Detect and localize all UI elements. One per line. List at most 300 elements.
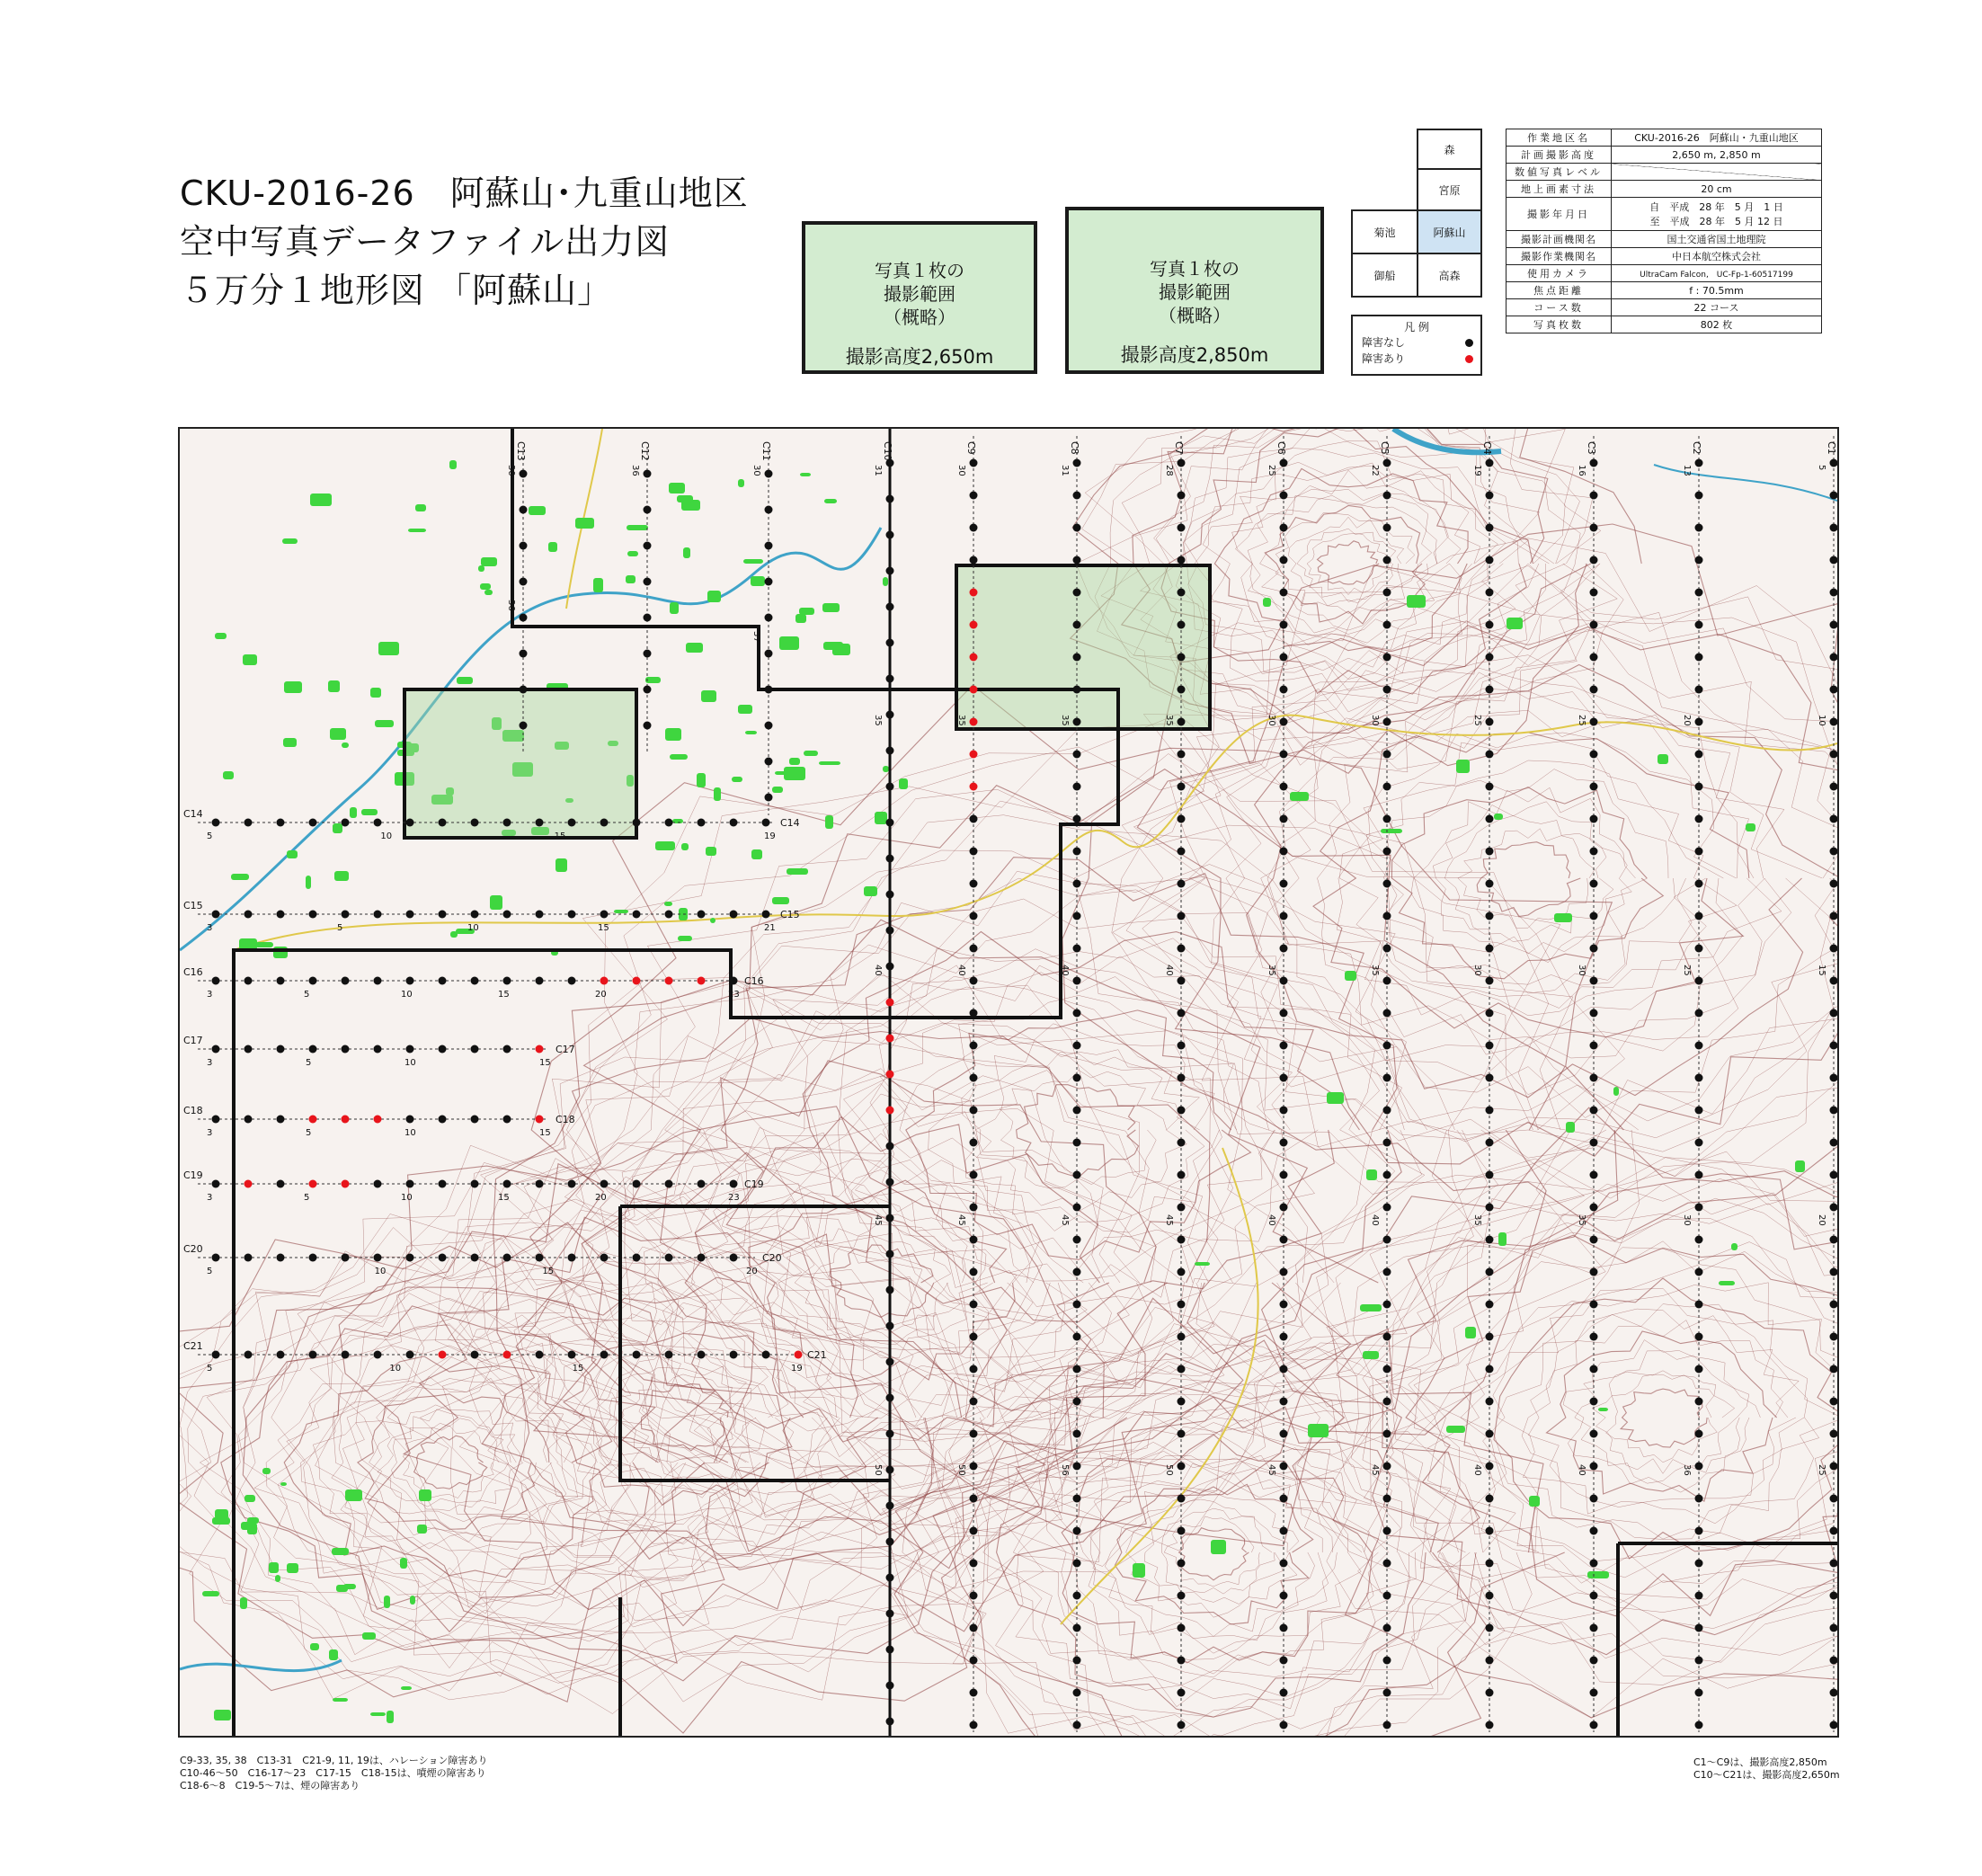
photo-point: [536, 977, 544, 985]
photo-point: [1280, 1657, 1288, 1665]
photo-point: [1695, 1268, 1703, 1276]
photo-point: [1383, 1365, 1391, 1374]
photo-point: [471, 1116, 479, 1124]
photo-point: [886, 1107, 894, 1115]
photo-point: [1178, 1430, 1186, 1438]
vegetation-patch: [1795, 1160, 1805, 1172]
photo-point: [1073, 1333, 1081, 1341]
photo-point: [1178, 1398, 1186, 1406]
photo-number-label: 15: [498, 990, 510, 1000]
photo-point: [1695, 459, 1703, 467]
photo-point: [886, 603, 894, 611]
vegetation-patch: [738, 479, 744, 487]
photo-point: [503, 1351, 511, 1359]
photo-point: [1383, 556, 1391, 565]
photo-point: [1073, 1689, 1081, 1697]
photo-point: [1486, 1527, 1494, 1535]
extent-box-2650: [802, 221, 1037, 374]
info-value: 国土交通省国土地理院: [1612, 231, 1822, 248]
photo-point: [1590, 848, 1598, 856]
photo-point: [1383, 653, 1391, 662]
vegetation-patch: [1529, 1496, 1540, 1507]
altitude-notes: [1693, 1756, 1840, 1782]
vegetation-patch: [669, 483, 685, 493]
photo-point: [1073, 1527, 1081, 1535]
photo-point: [471, 911, 479, 919]
photo-point: [1695, 945, 1703, 953]
photo-point: [503, 1116, 511, 1124]
photo-point: [503, 1180, 511, 1188]
photo-point: [1695, 1560, 1703, 1568]
photo-point: [309, 819, 317, 827]
photo-point: [471, 977, 479, 985]
vegetation-patch: [593, 578, 603, 592]
photo-point: [1590, 1074, 1598, 1082]
photo-number-label: 10: [404, 1128, 416, 1138]
photo-point: [212, 977, 220, 985]
photo-number-label: 35: [956, 715, 966, 726]
photo-point: [277, 977, 285, 985]
vegetation-patch: [478, 565, 484, 572]
photo-point: [795, 1351, 803, 1359]
photo-point: [1178, 492, 1186, 500]
photo-number-label: 56: [1060, 1464, 1070, 1476]
photo-point: [698, 819, 706, 827]
photo-point: [309, 977, 317, 985]
photo-point: [1280, 815, 1288, 823]
vegetation-patch: [670, 754, 688, 760]
photo-point: [1280, 751, 1288, 759]
photo-point: [1280, 1495, 1288, 1503]
photo-point: [1073, 556, 1081, 565]
photo-point: [1695, 1301, 1703, 1309]
photo-point: [309, 1351, 317, 1359]
photo-point: [1178, 1592, 1186, 1600]
photo-point: [1486, 524, 1494, 532]
vegetation-patch: [670, 602, 679, 614]
photo-point: [1486, 1204, 1494, 1212]
extent-rect-2850: [956, 565, 1210, 729]
photo-point: [886, 1682, 894, 1690]
photo-number-label: 36: [1682, 1464, 1692, 1476]
photo-point: [1178, 1301, 1186, 1309]
photo-point: [1073, 653, 1081, 662]
photo-point: [406, 911, 414, 919]
photo-point: [1695, 1721, 1703, 1729]
vegetation-patch: [697, 773, 706, 787]
photo-point: [406, 1351, 414, 1359]
map-canvas: [180, 429, 1837, 1736]
photo-point: [1178, 1657, 1186, 1665]
black-dot-icon: [1465, 339, 1473, 347]
course-label: C21: [807, 1349, 827, 1361]
photo-number-label: 22: [1370, 465, 1380, 476]
photo-point: [1178, 1139, 1186, 1147]
photo-point: [1383, 912, 1391, 920]
photo-number-label: 31: [873, 465, 883, 476]
photo-point: [503, 911, 511, 919]
photo-point: [600, 1180, 609, 1188]
vegetation-patch: [883, 577, 888, 586]
photo-point: [1280, 912, 1288, 920]
photo-number-label: 30: [1267, 715, 1276, 726]
photo-point: [1280, 1042, 1288, 1050]
photo-point: [730, 1254, 738, 1262]
photo-number-label: 40: [1267, 1214, 1276, 1226]
table-row: [1506, 147, 1822, 164]
table-row: [1506, 164, 1822, 181]
vegetation-patch: [1554, 913, 1572, 922]
info-key: 撮影年月日: [1506, 198, 1612, 231]
photo-point: [1486, 1171, 1494, 1179]
info-key: 写真枚数: [1506, 316, 1612, 333]
photo-point: [970, 1560, 978, 1568]
photo-point: [1486, 1657, 1494, 1665]
vegetation-patch: [795, 614, 806, 623]
photo-point: [1486, 621, 1494, 629]
course-label: C16: [744, 975, 764, 987]
title-line-2: 空中写真データファイル出力図: [180, 222, 671, 262]
info-key: 使用カメラ: [1506, 265, 1612, 282]
photo-point: [1280, 621, 1288, 629]
photo-point: [1073, 1074, 1081, 1082]
photo-point: [244, 819, 253, 827]
course-label: C13: [515, 441, 527, 461]
title-line-3: ５万分１地形図 「阿蘇山」: [180, 271, 613, 310]
photo-number-label: 25: [1472, 715, 1482, 726]
vegetation-patch: [1366, 1169, 1377, 1180]
vegetation-patch: [330, 728, 346, 740]
vegetation-patch: [342, 742, 349, 748]
vegetation-patch: [247, 1517, 259, 1524]
photo-point: [970, 1204, 978, 1212]
photo-point: [1280, 1107, 1288, 1115]
vegetation-patch: [275, 1575, 280, 1582]
photo-point: [342, 911, 350, 919]
photo-point: [1695, 718, 1703, 726]
photo-point: [342, 1351, 350, 1359]
photo-point: [765, 542, 773, 550]
photo-point: [970, 1268, 978, 1276]
vegetation-patch: [370, 688, 381, 698]
photo-point: [1486, 977, 1494, 985]
info-value: 802 枚: [1612, 316, 1822, 333]
photo-point: [1590, 653, 1598, 662]
vegetation-patch: [789, 758, 800, 765]
photo-point: [886, 531, 894, 539]
photo-point: [970, 556, 978, 565]
photo-number-label: 21: [764, 923, 776, 933]
photo-point: [886, 1394, 894, 1402]
photo-point: [698, 977, 706, 985]
vegetation-patch: [1498, 1232, 1506, 1246]
photo-number-label: 3: [207, 1058, 213, 1068]
photo-point: [1486, 945, 1494, 953]
photo-point: [1178, 815, 1186, 823]
photo-number-label: 20: [1817, 1214, 1826, 1226]
photo-point: [886, 927, 894, 935]
photo-number-label: 16: [1577, 465, 1586, 476]
vegetation-patch: [1587, 1571, 1609, 1578]
map-title: [180, 169, 749, 315]
photo-point: [1486, 1074, 1494, 1082]
photo-number-label: 30: [506, 465, 516, 476]
photo-point: [342, 1116, 350, 1124]
course-label: C21: [183, 1340, 203, 1352]
vegetation-patch: [779, 636, 799, 650]
photo-point: [1178, 751, 1186, 759]
photo-point: [730, 819, 738, 827]
photo-point: [970, 1009, 978, 1018]
legend-item: [1353, 351, 1480, 367]
photo-point: [886, 639, 894, 647]
photo-number-label: 19: [1472, 465, 1482, 476]
photo-point: [1383, 848, 1391, 856]
vegetation-patch: [799, 608, 814, 615]
photo-point: [1486, 848, 1494, 856]
photo-point: [1486, 912, 1494, 920]
photo-point: [970, 1721, 978, 1729]
photo-point: [1590, 751, 1598, 759]
extent-rect-2650: [404, 689, 636, 838]
photo-point: [212, 1116, 220, 1124]
photo-point: [277, 1045, 285, 1054]
vegetation-patch: [1363, 1351, 1379, 1359]
photo-point: [1383, 524, 1391, 532]
course-label: C1: [1826, 441, 1837, 455]
photo-point: [1073, 1204, 1081, 1212]
course-label: C14: [183, 808, 203, 820]
photo-number-label: 10: [380, 831, 393, 841]
course-label: C17: [555, 1044, 575, 1055]
course-label: C18: [555, 1114, 575, 1125]
photo-number-label: 37: [751, 631, 761, 643]
photo-point: [633, 1180, 641, 1188]
photo-point: [762, 819, 770, 827]
photo-point: [1695, 1171, 1703, 1179]
photo-point: [1178, 718, 1186, 726]
photo-point: [886, 1466, 894, 1474]
photo-point: [536, 1180, 544, 1188]
photo-point: [1695, 1495, 1703, 1503]
vegetation-patch: [626, 575, 635, 583]
vegetation-patch: [457, 677, 473, 684]
photo-number-label: 40: [1164, 965, 1174, 976]
photo-point: [1695, 1042, 1703, 1050]
photo-point: [1383, 621, 1391, 629]
info-value: [1612, 198, 1822, 231]
photo-number-label: 45: [1164, 1214, 1174, 1226]
extent-line-3: （概略）: [884, 307, 955, 328]
photo-point: [244, 1180, 253, 1188]
index-cell: 宮原: [1417, 168, 1482, 211]
photo-point: [212, 911, 220, 919]
photo-number-label: 50: [873, 1464, 883, 1476]
photo-point: [970, 1624, 978, 1632]
course-label: C6: [1275, 441, 1287, 455]
photo-point: [568, 1254, 576, 1262]
photo-point: [503, 819, 511, 827]
photo-point: [1383, 1042, 1391, 1050]
photo-point: [644, 650, 652, 658]
photo-point: [1280, 1009, 1288, 1018]
photo-number-label: 3: [207, 1128, 213, 1138]
photo-point: [1073, 1463, 1081, 1471]
vegetation-patch: [490, 895, 502, 910]
photo-point: [244, 1351, 253, 1359]
vegetation-patch: [401, 1686, 412, 1690]
photo-point: [633, 819, 641, 827]
title-line-1: CKU-2016-26 阿蘇山･九重山地区: [180, 173, 749, 213]
vegetation-patch: [683, 547, 690, 558]
photo-point: [503, 1254, 511, 1262]
photo-point: [1695, 912, 1703, 920]
photo-point: [1178, 1560, 1186, 1568]
vegetation-patch: [645, 677, 661, 683]
photo-point: [886, 675, 894, 683]
extent-altitude: 撮影高度2,850m: [1120, 344, 1269, 366]
photo-point: [1073, 1236, 1081, 1244]
photo-point: [1486, 1236, 1494, 1244]
vegetation-patch: [681, 843, 689, 850]
vegetation-patch: [384, 1596, 390, 1608]
photo-point: [1590, 1430, 1598, 1438]
photo-point: [765, 650, 773, 658]
photo-point: [374, 1180, 382, 1188]
vegetation-patch: [387, 1711, 394, 1723]
extent-altitude: 撮影高度2,650m: [845, 346, 994, 368]
photo-number-label: 5: [337, 923, 343, 933]
photo-point: [342, 1045, 350, 1054]
vegetation-patch: [614, 910, 628, 913]
photo-point: [471, 1254, 479, 1262]
photo-point: [212, 1254, 220, 1262]
photo-point: [1280, 589, 1288, 597]
photo-point: [503, 977, 511, 985]
photo-point: [1280, 1430, 1288, 1438]
photo-point: [1486, 1009, 1494, 1018]
photo-point: [439, 1351, 447, 1359]
photo-point: [1695, 1689, 1703, 1697]
photo-point: [212, 1351, 220, 1359]
index-cell-current: 阿蘇山: [1417, 209, 1482, 254]
vegetation-patch: [484, 590, 493, 595]
photo-point: [1486, 589, 1494, 597]
vegetation-patch: [333, 1698, 348, 1702]
photo-point: [1695, 492, 1703, 500]
photo-point: [765, 722, 773, 730]
photo-point: [1383, 589, 1391, 597]
photo-point: [1590, 977, 1598, 985]
photo-point: [1280, 686, 1288, 694]
photo-point: [406, 977, 414, 985]
photo-point: [406, 1045, 414, 1054]
photo-point: [886, 567, 894, 575]
photo-point: [309, 1116, 317, 1124]
photo-number-label: 10: [401, 990, 413, 1000]
photo-number-label: 20: [595, 1193, 607, 1203]
photo-point: [1590, 1463, 1598, 1471]
photo-point: [886, 1538, 894, 1546]
photo-point: [762, 1351, 770, 1359]
extent-line-2: 撮影範囲: [884, 283, 955, 305]
photo-point: [536, 1351, 544, 1359]
photo-point: [1280, 783, 1288, 791]
photo-point: [1178, 653, 1186, 662]
vegetation-patch: [627, 551, 638, 556]
info-key: コース数: [1506, 299, 1612, 316]
photo-point: [1590, 589, 1598, 597]
photo-point: [1486, 1333, 1494, 1341]
photo-point: [1590, 686, 1598, 694]
photo-point: [665, 1180, 673, 1188]
photo-number-label: 3: [207, 1193, 213, 1203]
vegetation-patch: [678, 936, 692, 941]
photo-point: [244, 1254, 253, 1262]
vegetation-patch: [283, 738, 297, 747]
photo-number-label: 45: [1267, 1464, 1276, 1476]
index-cell: 菊池: [1351, 209, 1418, 254]
photo-number-label: 15: [1817, 965, 1826, 976]
course-label: C16: [183, 966, 203, 978]
photo-point: [1590, 492, 1598, 500]
photo-point: [1486, 718, 1494, 726]
info-value: f : 70.5mm: [1612, 282, 1822, 299]
photo-point: [520, 506, 528, 514]
table-row: [1506, 181, 1822, 198]
index-cell: 高森: [1417, 253, 1482, 298]
photo-point: [471, 1045, 479, 1054]
photo-point: [1383, 1689, 1391, 1697]
photo-point: [439, 1180, 447, 1188]
course-label: C15: [183, 900, 203, 911]
vegetation-patch: [1658, 754, 1668, 764]
vegetation-patch: [1263, 598, 1271, 607]
legend-item: [1353, 334, 1480, 351]
photo-point: [1486, 653, 1494, 662]
photo-point: [970, 945, 978, 953]
photo-point: [1383, 783, 1391, 791]
photo-number-label: 35: [1164, 715, 1174, 726]
photo-point: [698, 1351, 706, 1359]
photo-point: [1486, 1463, 1494, 1471]
red-dot-icon: [1465, 355, 1473, 363]
photo-point: [970, 783, 978, 791]
photo-point: [1178, 1204, 1186, 1212]
photo-point: [1280, 1463, 1288, 1471]
date-to: 至 平成 28 年 5 月 12 日: [1649, 216, 1783, 227]
vegetation-patch: [269, 1562, 279, 1573]
extent-line-2: 撮影範囲: [1159, 281, 1231, 303]
vegetation-patch: [378, 642, 399, 655]
photo-point: [1383, 1236, 1391, 1244]
photo-point: [970, 459, 978, 467]
photo-point: [1486, 815, 1494, 823]
vegetation-patch: [701, 690, 716, 702]
photo-point: [886, 495, 894, 503]
photo-point: [1073, 751, 1081, 759]
photo-point: [1486, 1689, 1494, 1697]
vegetation-patch: [1613, 1087, 1619, 1096]
extent-line-1: 写真１枚の: [875, 260, 964, 281]
photo-point: [244, 1116, 253, 1124]
photo-point: [1280, 1721, 1288, 1729]
vegetation-patch: [1308, 1424, 1329, 1437]
vegetation-patch: [1566, 1122, 1575, 1133]
vegetation-patch: [743, 559, 763, 564]
vegetation-patch: [345, 1489, 362, 1501]
photo-number-label: 31: [1060, 465, 1070, 476]
